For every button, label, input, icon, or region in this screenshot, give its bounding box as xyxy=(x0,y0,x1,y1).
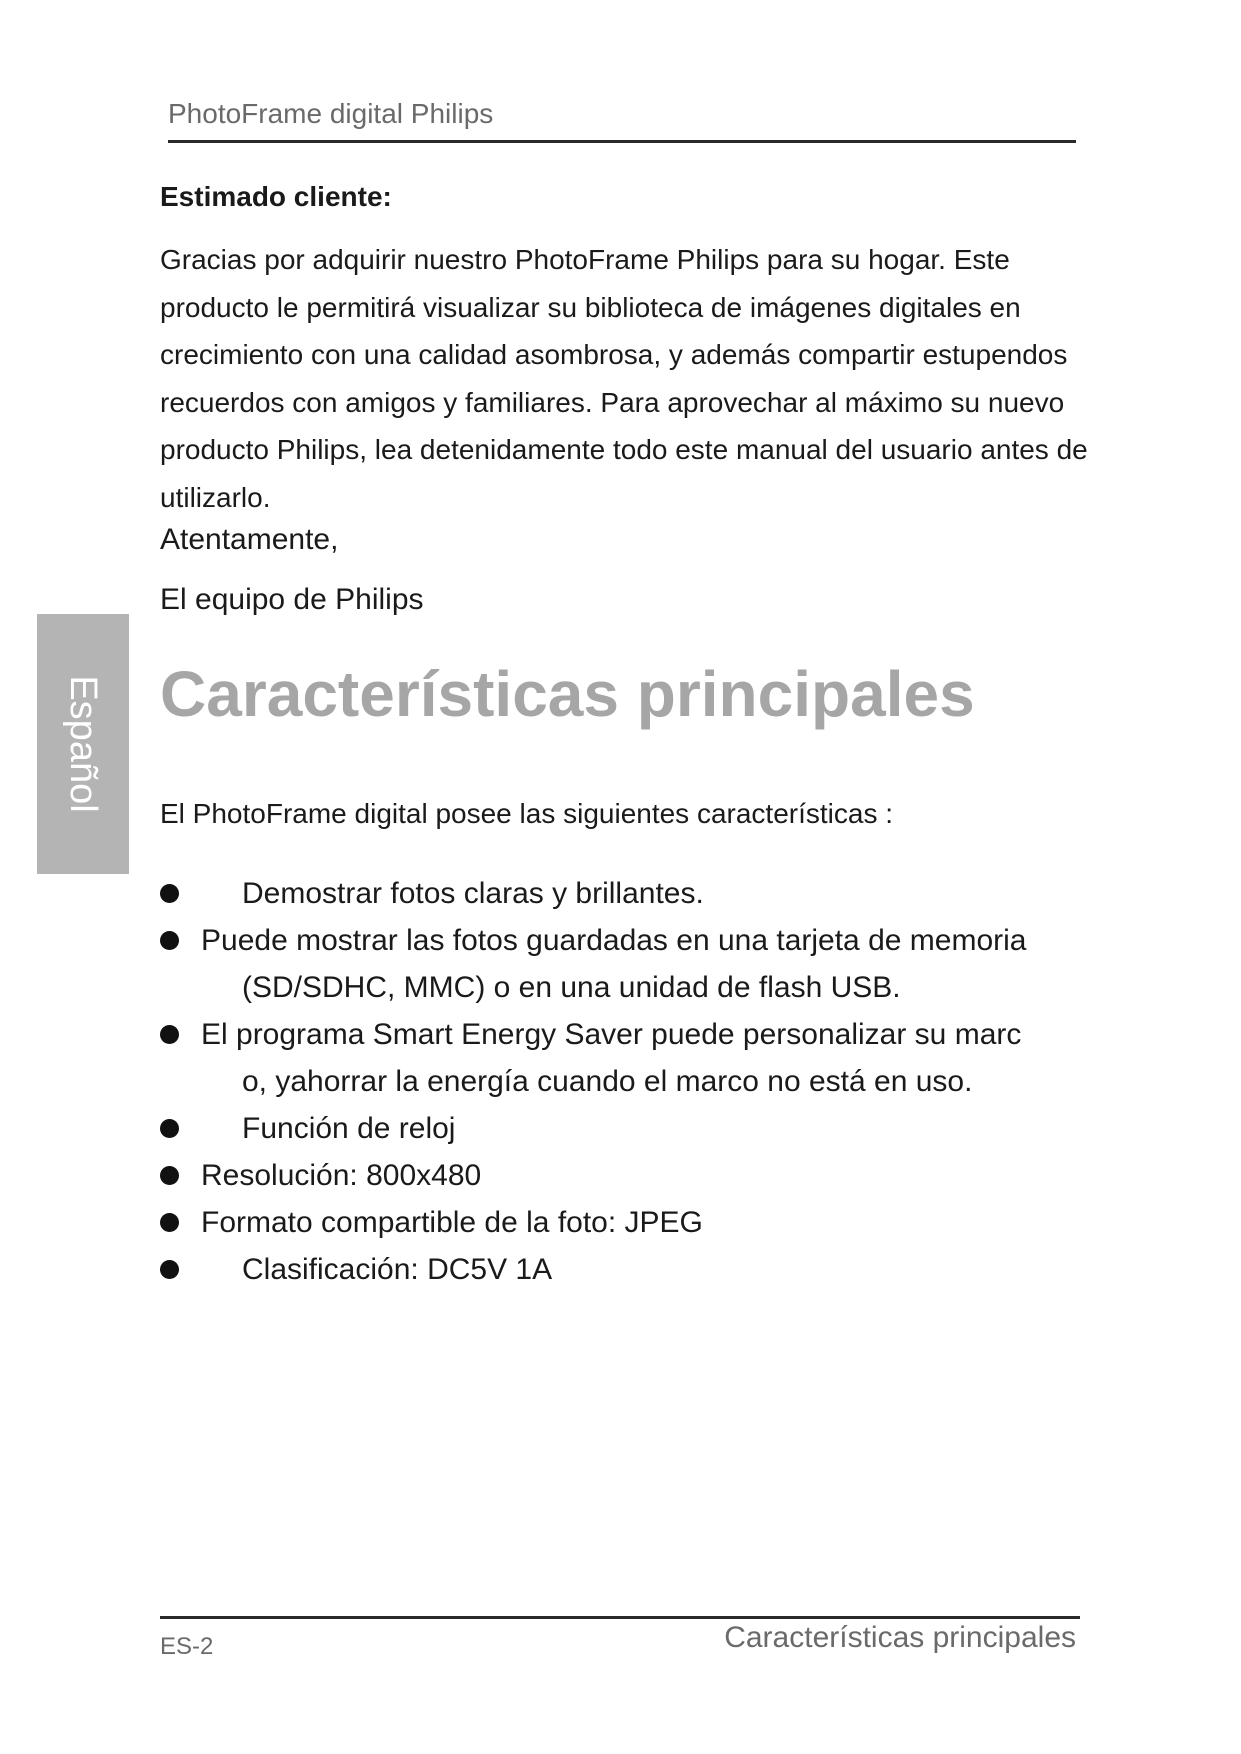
feature-text-continuation: o, yahorrar la energía cuando el marco no está en uso. xyxy=(242,1065,973,1098)
bullet-icon xyxy=(160,1119,179,1138)
page-number: ES-2 xyxy=(160,1633,214,1660)
feature-text: Clasificación: DC5V 1A xyxy=(242,1253,553,1286)
running-header-title: PhotoFrame digital Philips xyxy=(168,98,494,129)
footer-divider xyxy=(160,1616,1080,1619)
feature-text: Demostrar fotos claras y brillantes. xyxy=(242,877,704,910)
bullet-icon xyxy=(160,1166,179,1185)
features-intro: El PhotoFrame digital posee las siguientes características : xyxy=(160,798,894,829)
letter-closing: Atentamente, xyxy=(160,523,339,556)
bullet-icon xyxy=(160,1260,179,1279)
feature-item xyxy=(160,1105,1120,1152)
feature-text: Función de reloj xyxy=(242,1112,456,1145)
feature-text: Resolución: 800x480 xyxy=(201,1159,482,1192)
feature-item xyxy=(160,1011,1120,1105)
footer-section-name: Características principales xyxy=(724,1621,1076,1654)
feature-text-line: El programa Smart Energy Saver puede personalizar su marc xyxy=(201,1018,1022,1051)
bullet-icon xyxy=(160,1025,179,1044)
feature-list xyxy=(160,870,1120,1293)
section-heading: Características principales xyxy=(160,658,975,730)
feature-text: Formato compartible de la foto: JPEG xyxy=(201,1206,703,1239)
language-side-tab xyxy=(37,614,129,874)
header-divider xyxy=(168,140,1076,143)
feature-text xyxy=(160,917,1120,1011)
letter-body: Gracias por adquirir nuestro PhotoFrame Philips para su hogar. Este producto le permitirá visualizar su biblioteca de imágenes digitales en crecimiento con una calidad asombrosa, y además compartir estupendos recuerdos con amigos y familiares. Para aprovechar al máximo su nuevo producto Philips, lea detenidamente todo este manual del usuario antes de utilizarlo. xyxy=(160,244,1088,513)
feature-text-continuation: (SD/SDHC, MMC) o en una unidad de flash USB. xyxy=(242,971,901,1004)
feature-item xyxy=(160,1152,1120,1199)
letter-greeting: Estimado cliente: xyxy=(160,181,392,212)
bullet-icon xyxy=(160,1213,179,1232)
letter-signature: El equipo de Philips xyxy=(160,583,424,616)
feature-item xyxy=(160,1199,1120,1246)
feature-item xyxy=(160,917,1120,1011)
feature-item xyxy=(160,1246,1120,1293)
bullet-icon xyxy=(160,884,179,903)
feature-item xyxy=(160,870,1120,917)
bullet-icon xyxy=(160,931,179,950)
feature-text xyxy=(160,1011,1120,1105)
language-tab-label: Español xyxy=(62,675,104,813)
feature-text-line: Puede mostrar las fotos guardadas en una tarjeta de memoria xyxy=(201,924,1027,957)
